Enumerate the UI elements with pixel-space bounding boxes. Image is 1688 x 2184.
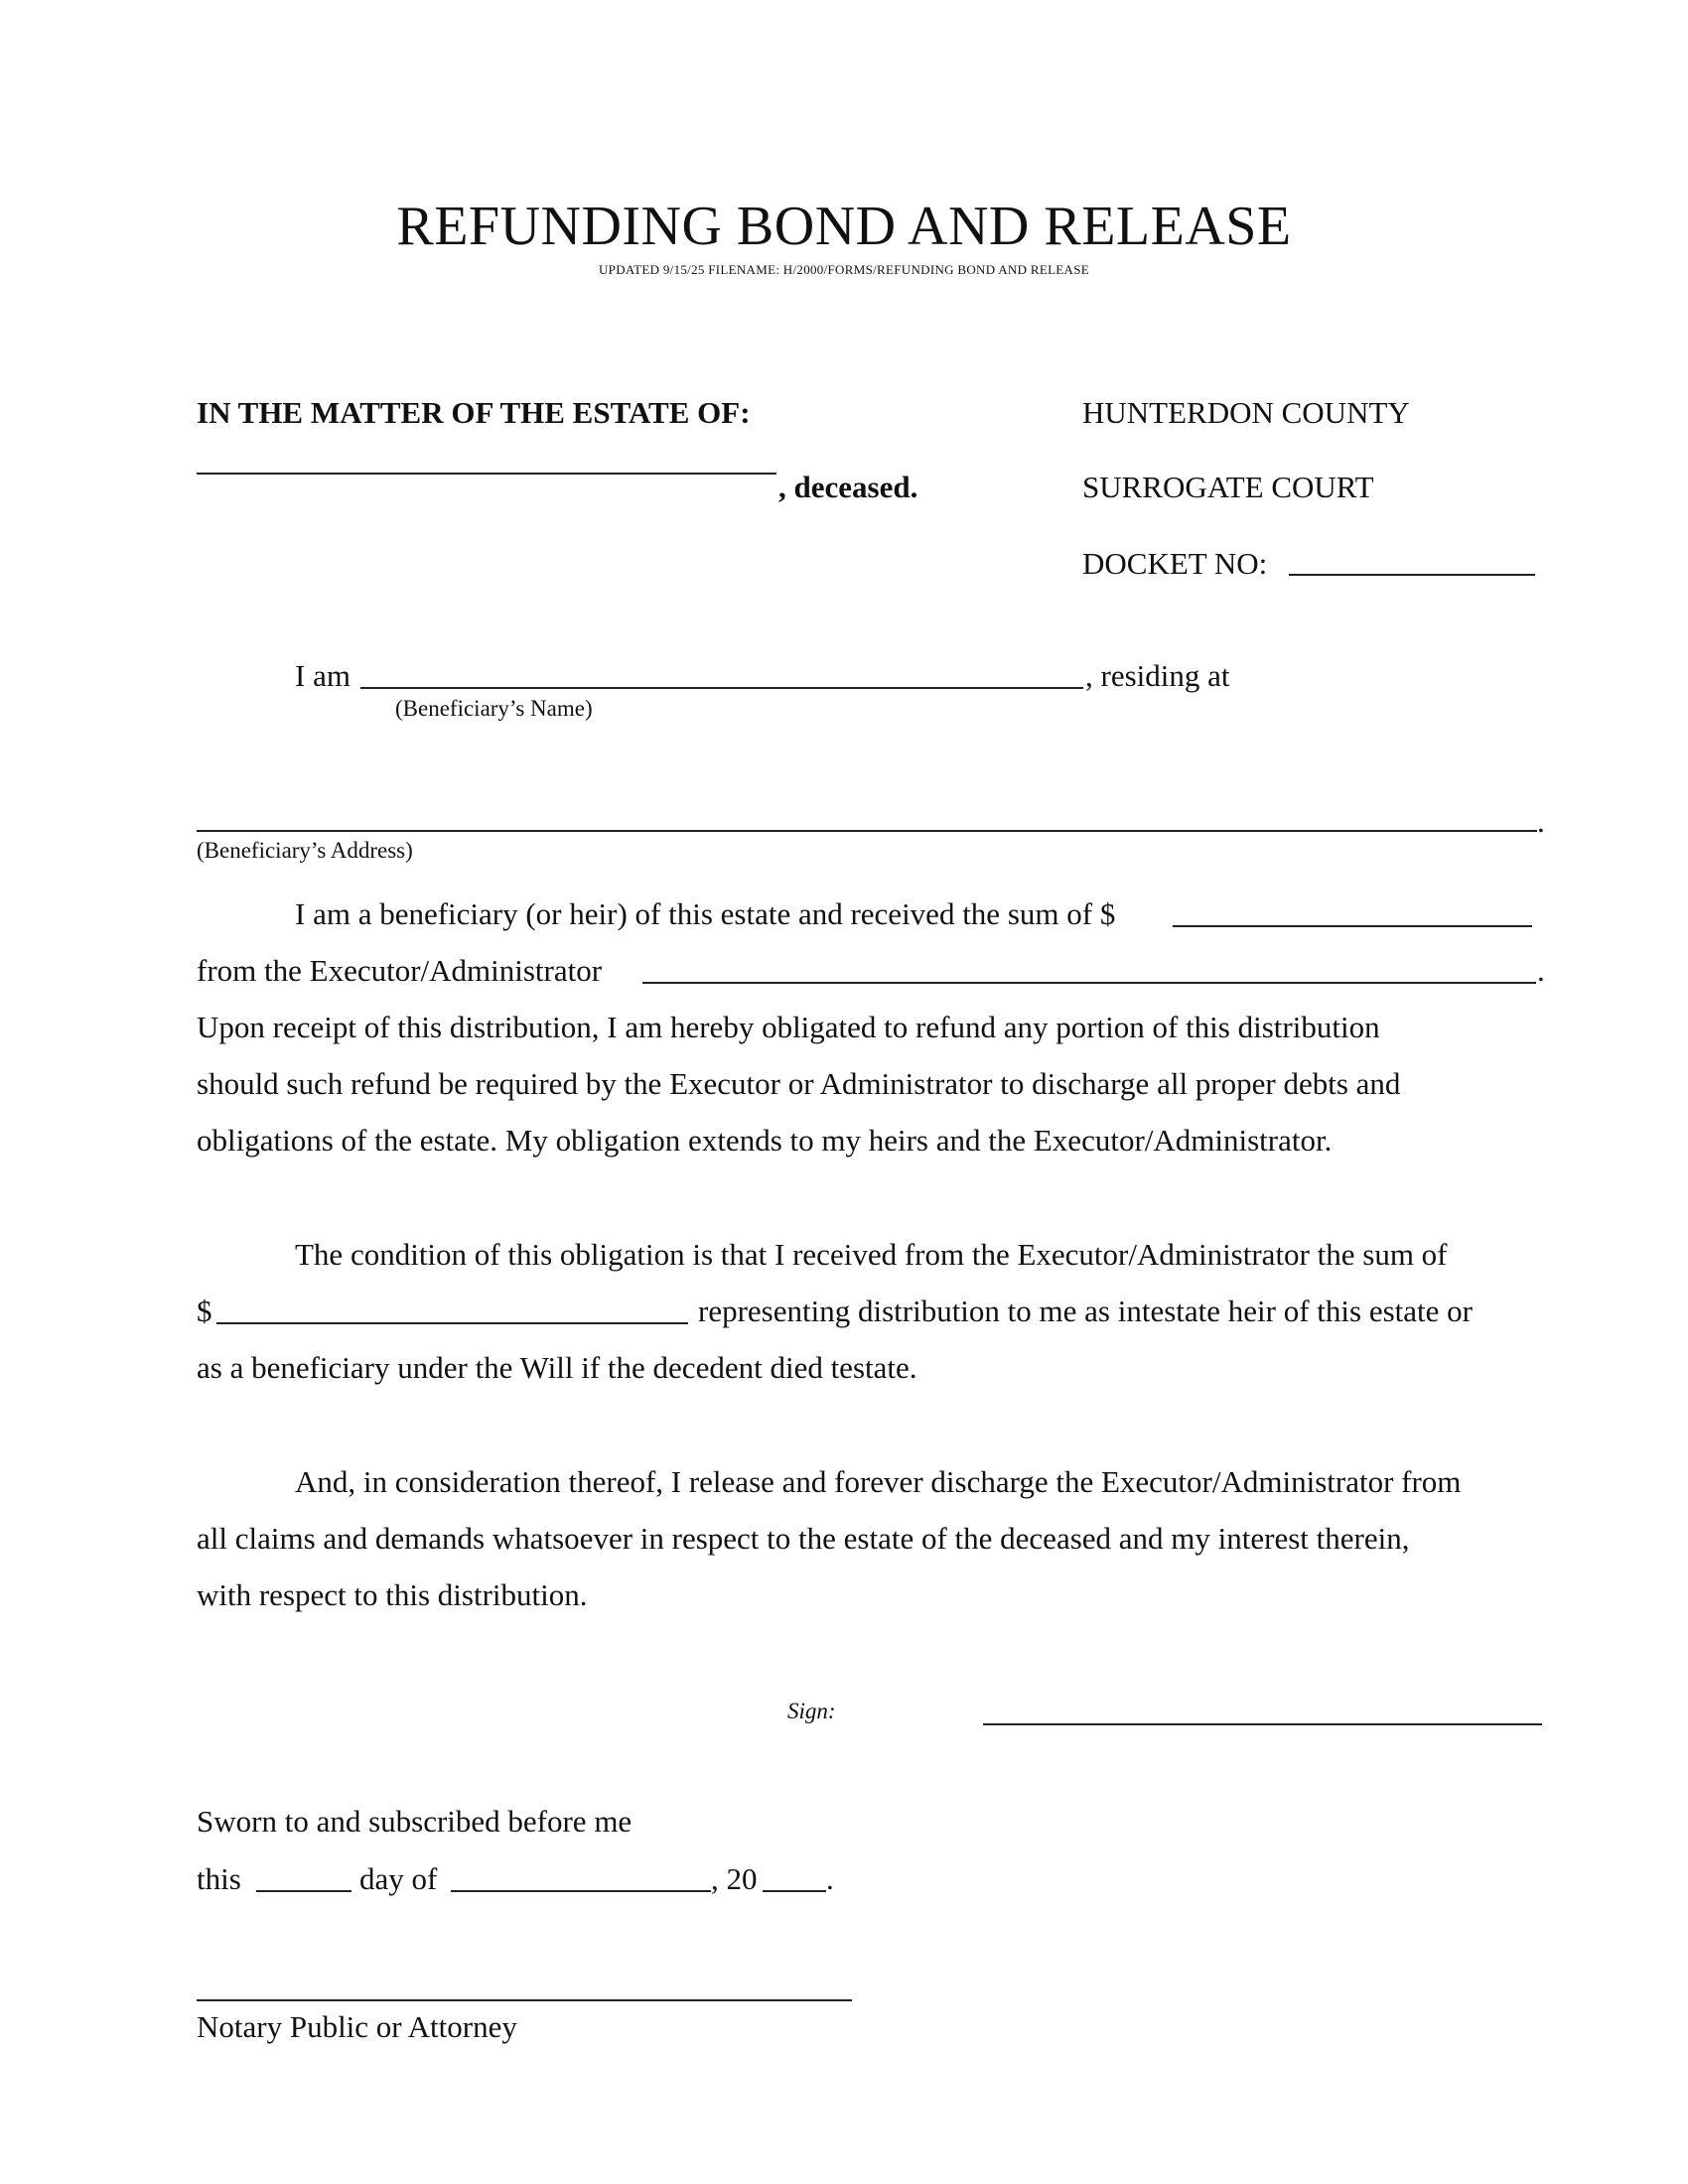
i-am-text: I am [295, 658, 351, 693]
para2-line2: representing distribution to me as intestate heir of this estate or [698, 1294, 1473, 1328]
para2-line1: The condition of this obligation is that I received from the Executor/Administrator the sum of [295, 1237, 1448, 1272]
jurat-this: this [197, 1861, 241, 1896]
docket-number-field[interactable] [1289, 574, 1535, 576]
estate-label: IN THE MATTER OF THE ESTATE OF: [197, 395, 751, 430]
docket-label: DOCKET NO: [1082, 546, 1268, 581]
beneficiary-name-field[interactable] [360, 687, 1083, 689]
file-subtitle: UPDATED 9/15/25 FILENAME: H/2000/FORMS/REFUNDING BOND AND RELEASE [598, 262, 1090, 277]
para1-line3: Upon receipt of this distribution, I am hereby obligated to refund any portion of this distribution [197, 1010, 1380, 1044]
para3-line1: And, in consideration thereof, I release and forever discharge the Executor/Administrator from [295, 1464, 1462, 1499]
court-name: SURROGATE COURT [1082, 470, 1374, 504]
signature-field[interactable] [983, 1723, 1542, 1725]
notary-signature-field[interactable] [197, 1999, 852, 2001]
decedent-name-field[interactable] [197, 473, 776, 475]
para1-line5: obligations of the estate. My obligation extends to my heirs and the Executor/Administrator. [197, 1123, 1333, 1158]
county-name: HUNTERDON COUNTY [1082, 395, 1410, 430]
para1-line1: I am a beneficiary (or heir) of this estate and received the sum of $ [295, 896, 1116, 931]
sworn-text: Sworn to and subscribed before me [197, 1804, 633, 1839]
jurat-day-of: day of [359, 1861, 438, 1896]
para1-line4: should such refund be required by the Executor or Administrator to discharge all proper debts and [197, 1066, 1401, 1101]
jurat-month-field[interactable] [451, 1890, 711, 1892]
para1-line2: from the Executor/Administrator [197, 953, 603, 988]
page-title: REFUNDING BOND AND RELEASE [396, 196, 1292, 257]
jurat-year-prefix: , 20 [711, 1861, 758, 1896]
residing-at-text: , residing at [1085, 658, 1230, 693]
jurat-day-field[interactable] [256, 1890, 352, 1892]
jurat-year-field[interactable] [763, 1890, 826, 1892]
address-period: . [1537, 804, 1545, 839]
deceased-suffix: , deceased. [778, 470, 918, 504]
executor-name-field[interactable] [642, 982, 1536, 984]
para2-dollar-sign: $ [197, 1294, 212, 1328]
beneficiary-name-caption: (Beneficiary’s Name) [395, 696, 593, 721]
sum-received-field[interactable] [1173, 925, 1532, 927]
para1-line2-period: . [1537, 953, 1545, 988]
para3-line2: all claims and demands whatsoever in respect to the estate of the deceased and my interest therein, [197, 1521, 1410, 1556]
distribution-amount-field[interactable] [216, 1322, 688, 1324]
para2-line3: as a beneficiary under the Will if the decedent died testate. [197, 1350, 917, 1385]
sign-label: Sign: [787, 1699, 836, 1723]
beneficiary-address-caption: (Beneficiary’s Address) [197, 838, 413, 863]
beneficiary-address-field[interactable] [197, 830, 1537, 832]
para3-line3: with respect to this distribution. [197, 1577, 588, 1612]
notary-label: Notary Public or Attorney [197, 2009, 517, 2044]
jurat-year-period: . [826, 1861, 834, 1896]
